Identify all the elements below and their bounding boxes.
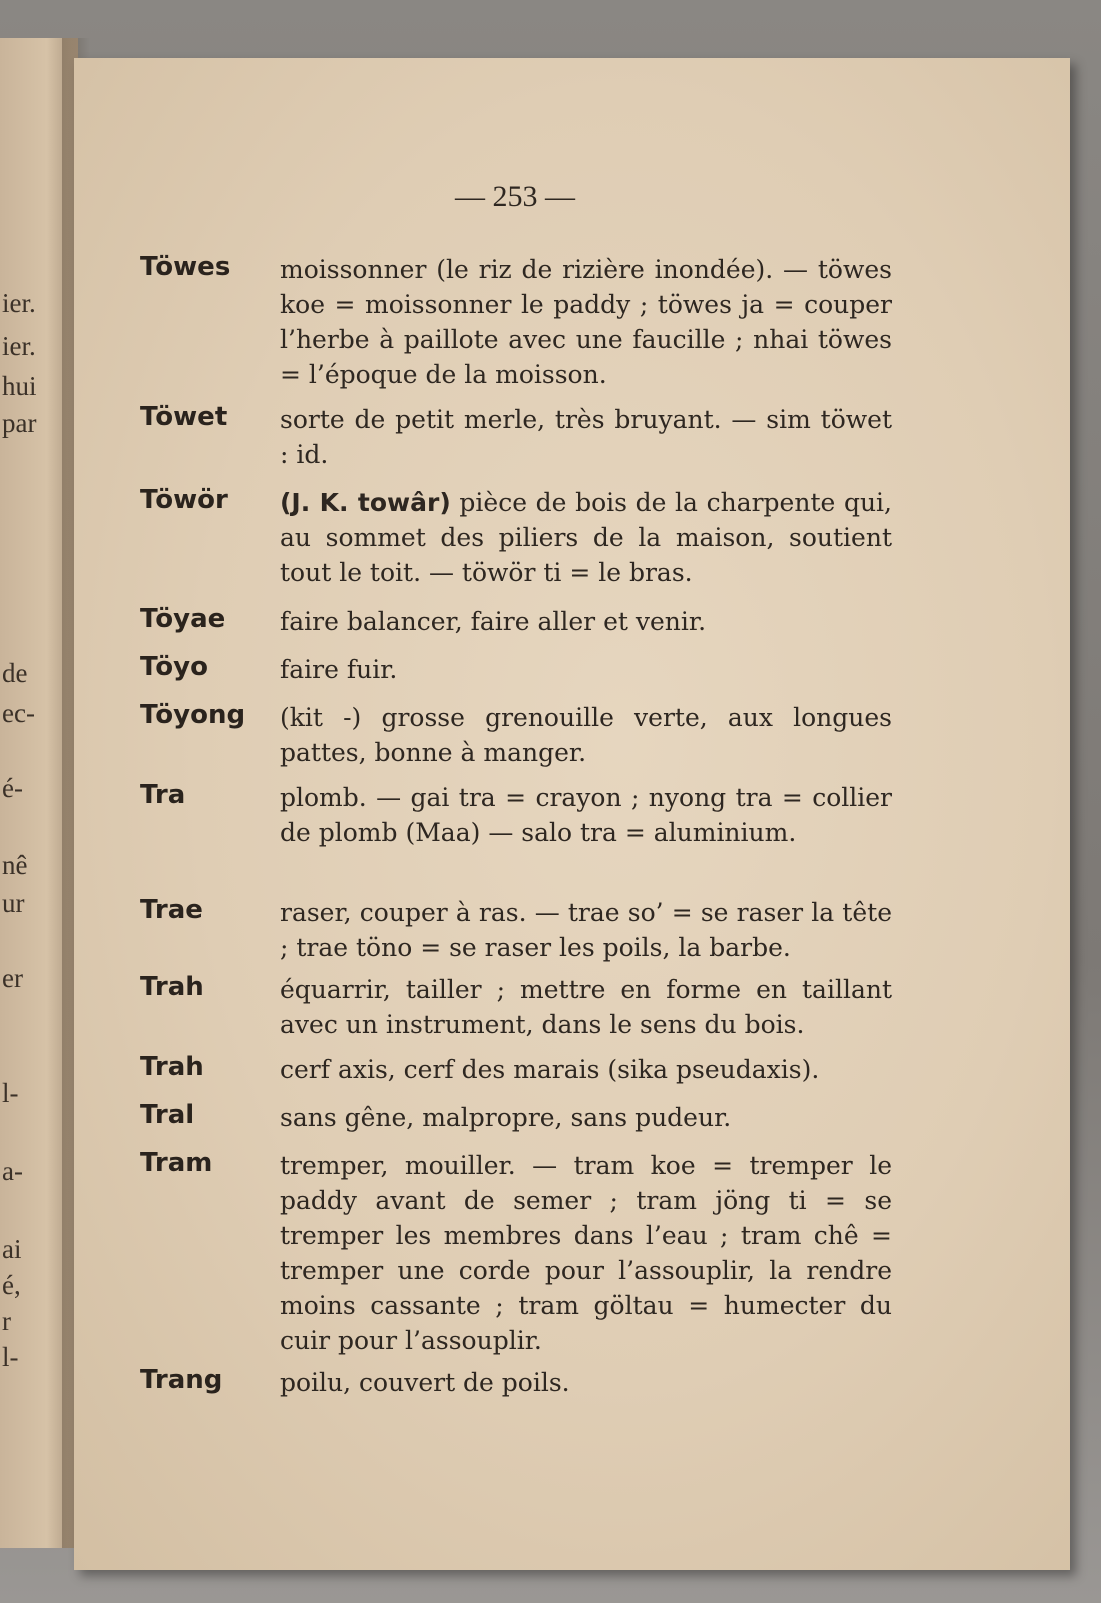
entry-headword: Töwet	[140, 402, 228, 432]
entry-definition: tremper, mouiller. — tram koe = tremper le paddy avant de semer ; tram jöng ti = se tremper les membres dans l’eau ; tram chê = tremper une corde pour l’assouplir, la rendre moins cassante ; tram göltau = humecter du cuir pour l’assouplir.	[280, 1151, 892, 1355]
left-page-fragment: ai	[2, 1234, 22, 1264]
entry-definition: plomb. — gai tra = crayon ; nyong tra = collier de plomb (Maa) — salo tra = aluminium.	[280, 783, 892, 847]
left-page-fragment: er	[2, 963, 23, 993]
left-page-fragment: ier.	[2, 331, 36, 361]
entry-headword: Tram	[140, 1148, 213, 1178]
entry-definition: (kit -) grosse grenouille verte, aux longues pattes, bonne à manger.	[280, 703, 892, 767]
entry-definition: équarrir, tailler ; mettre en forme en taillant avec un instrument, dans le sens du bois.	[280, 975, 892, 1039]
entry-definition-text: pièce de bois de la charpente qui, au sommet des piliers de la maison, soutient tout le toit. — töwör ti = le bras.	[280, 488, 892, 587]
left-page-fragment: a-	[2, 1156, 23, 1186]
entry-headword: Tral	[140, 1100, 195, 1130]
entry-headword: Töwör	[140, 485, 228, 515]
left-page-fragment: é-	[2, 773, 23, 803]
entry-definition	[280, 485, 892, 590]
left-page-fragment: l-	[2, 1342, 19, 1372]
left-page-fragment: de	[2, 658, 28, 688]
entry-headword: Töyong	[140, 700, 246, 730]
entry-definition: sans gêne, malpropre, sans pudeur.	[280, 1103, 732, 1132]
entry-headword: Töyo	[140, 652, 208, 682]
entry-definition: cerf axis, cerf des marais (sika pseudaxis).	[280, 1055, 820, 1084]
left-page-fragment: ier.	[2, 288, 36, 318]
entry-reference: (J. K. towâr)	[280, 488, 451, 517]
left-page-fragment: ec-	[2, 698, 35, 728]
entry-definition: raser, couper à ras. — trae so’ = se raser la tête ; trae töno = se raser les poils, la barbe.	[280, 898, 892, 962]
entry-headword: Töwes	[140, 252, 231, 282]
left-page-fragment: hui	[2, 371, 37, 401]
left-page-fragment: par	[2, 408, 37, 438]
left-page-fragment: l-	[2, 1078, 19, 1108]
entry-headword: Trae	[140, 895, 203, 925]
entry-definition: moissonner (le riz de rizière inondée). — töwes koe = moissonner le paddy ; töwes ja = couper l’herbe à paillote avec une faucille ; nhai töwes = l’époque de la moisson.	[280, 255, 892, 389]
entry-headword: Töyae	[140, 604, 226, 634]
left-page-fragment: é,	[2, 1270, 21, 1300]
entry-headword: Trah	[140, 1052, 204, 1082]
entry-headword: Tra	[140, 780, 186, 810]
entry-definition: sorte de petit merle, très bruyant. — sim töwet : id.	[280, 405, 892, 469]
entry-definition: faire fuir.	[280, 655, 398, 684]
left-page-fragment: ur	[2, 888, 25, 918]
left-page-fragment: r	[2, 1306, 11, 1336]
entry-headword: Trah	[140, 972, 204, 1002]
entry-headword: Trang	[140, 1365, 223, 1395]
left-page-fragment: nê	[2, 850, 28, 880]
entry-definition: faire balancer, faire aller et venir.	[280, 607, 707, 636]
entry-definition: poilu, couvert de poils.	[280, 1368, 570, 1397]
page-number: — 253 —	[455, 180, 575, 213]
